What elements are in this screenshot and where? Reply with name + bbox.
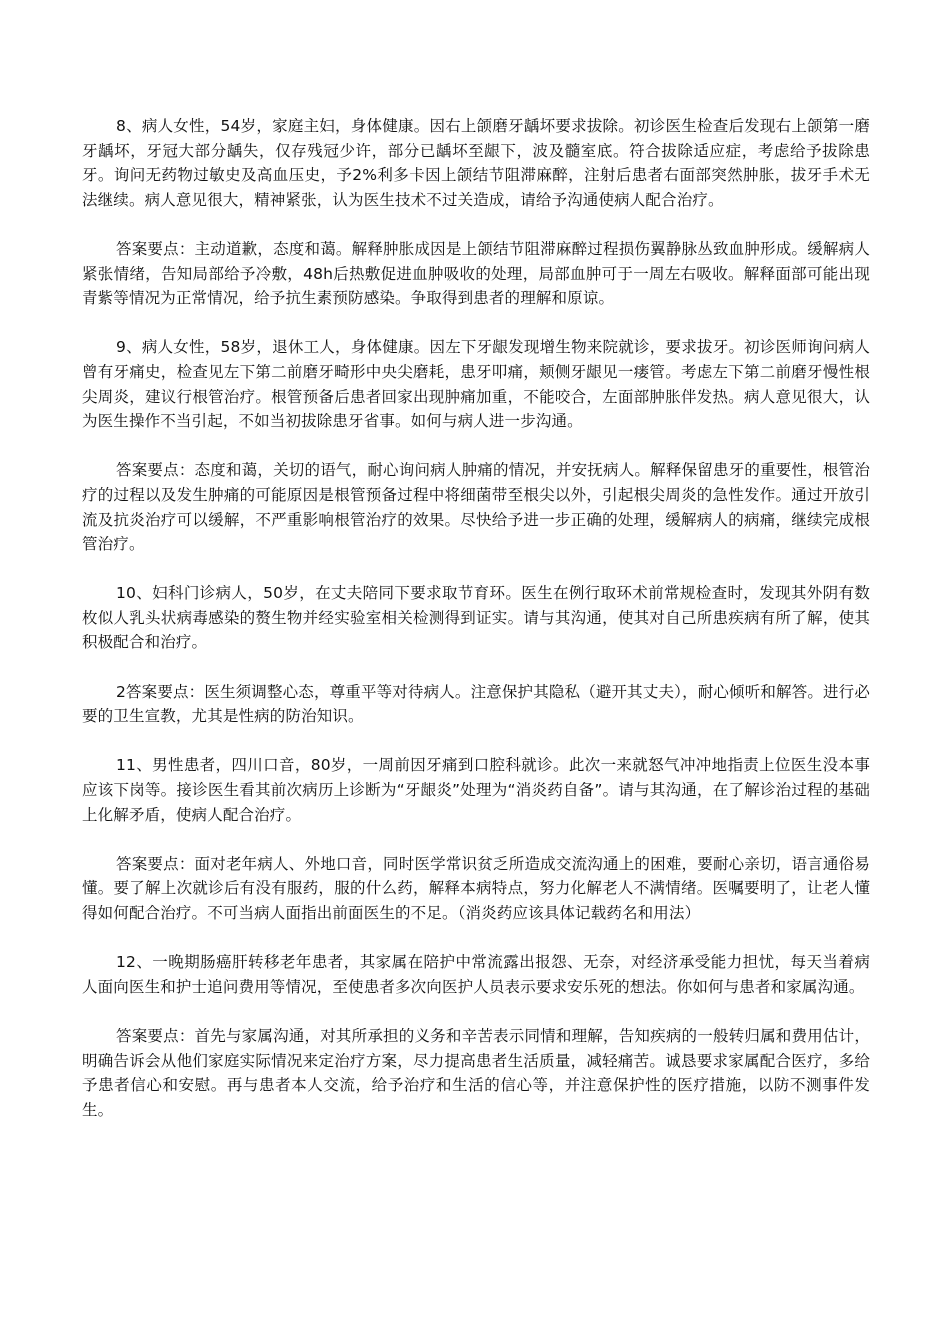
case-9-question: 9、病人女性，58岁，退休工人，身体健康。因左下牙龈发现增生物来院就诊，要求拔牙。初诊医师询问病人曾有牙痛史，检查见左下第二前磨牙畸形中央尖磨耗，患牙叩痛，颊侧牙龈见一瘘管。考虑左下第二前磨牙慢性根尖周炎，建议行根管治疗。根管预备后患者回家出现肿痛加重，不能咬合，左面部肿胀伴发热。病人意见很大，认为医生操作不当引起，不如当初拔除患牙省事。如何与病人进一步沟通。 — [82, 338, 870, 431]
paragraph-gap — [82, 434, 870, 459]
document-page — [82, 114, 870, 1122]
case-8-answer: 答案要点：主动道歉，态度和蔼。解释肿胀成因是上颌结节阻滞麻醉过程损伤翼静脉丛致血肿形成。缓解病人紧张情绪，告知局部给予冷敷，48h后热敷促进血肿吸收的处理，局部血肿可于一周左右吸收。解释面部可能出现青紫等情况为正常情况，给予抗生素预防感染。争取得到患者的理解和原谅。 — [82, 239, 870, 308]
case-10-question: 10、妇科门诊病人，50岁，在丈夫陪同下要求取节育环。医生在例行取环术前常规检查时，发现其外阴有数枚似人乳头状病毒感染的赘生物并经实验室相关检测得到证实。请与其沟通，使其对自己所患疾病有所了解，使其积极配合和治疗。 — [82, 584, 870, 652]
paragraph-gap — [82, 655, 870, 680]
case-9-answer: 答案要点：态度和蔼，关切的语气，耐心询问病人肿痛的情况，并安抚病人。解释保留患牙的重要性，根管治疗的过程以及发生肿痛的可能原因是根管预备过程中将细菌带至根尖以外，引起根尖周炎的急性发作。通过开放引流及抗炎治疗可以缓解，不严重影响根管治疗的效果。尽快给予进一步正确的处理，缓解病人的病痛，继续完成根管治疗。 — [82, 461, 870, 554]
paragraph-gap — [82, 557, 870, 582]
case-10-answer: 2答案要点：医生须调整心态，尊重平等对待病人。注意保护其隐私（避开其丈夫），耐心倾听和解答。进行必要的卫生宣教，尤其是性病的防治知识。 — [82, 682, 870, 726]
case-12-answer: 答案要点：首先与家属沟通，对其所承担的义务和辛苦表示同情和理解，告知疾病的一般转归属和费用估计，明确告诉会从他们家庭实际情况来定治疗方案，尽力提高患者生活质量，减轻痛苦。诚恳要求家属配合医疗，多给予患者信心和安慰。再与患者本人交流，给予治疗和生活的信心等，并注意保护性的医疗措施，以防不测事件发生。 — [82, 1026, 870, 1119]
paragraph-gap — [82, 999, 870, 1024]
case-8-question: 8、病人女性，54岁，家庭主妇，身体健康。因右上颌磨牙龋坏要求拔除。初诊医生检查后发现右上颌第一磨牙龋坏，牙冠大部分龋失，仅存残冠少许，部分已龋坏至龈下，波及髓室底。符合拔除适应症，考虑给予拔除患牙。询问无药物过敏史及高血压史，予2%利多卡因上颌结节阻滞麻醉，注射后患者右面部突然肿胀，拔牙手术无法继续。病人意见很大，精神紧张，认为医生技术不过关造成，请给予沟通使病人配合治疗。 — [82, 117, 870, 209]
paragraph-gap — [82, 212, 870, 237]
paragraph-gap — [82, 827, 870, 852]
case-11-question: 11、男性患者，四川口音，80岁，一周前因牙痛到口腔科就诊。此次一来就怒气冲冲地指责上位医生没本事应该下岗等。接诊医生看其前次病历上诊断为“牙龈炎”处理为“消炎药自备”。请与其沟通，在了解诊治过程的基础上化解矛盾，使病人配合治疗。 — [82, 756, 870, 824]
paragraph-gap — [82, 311, 870, 336]
case-11-answer: 答案要点：面对老年病人、外地口音，同时医学常识贫乏所造成交流沟通上的困难，要耐心亲切，语言通俗易懂。要了解上次就诊后有没有服药，服的什么药，解释本病特点，努力化解老人不满情绪。医嘱要明了，让老人懂得如何配合治疗。不可当病人面指出前面医生的不足。（消炎药应该具体记载药名和用法） — [82, 854, 870, 922]
paragraph-gap — [82, 926, 870, 951]
paragraph-gap — [82, 729, 870, 754]
case-12-question: 12、一晚期肠癌肝转移老年患者，其家属在陪护中常流露出报怨、无奈，对经济承受能力担忧，每天当着病人面向医生和护士追问费用等情况，至使患者多次向医护人员表示要求安乐死的想法。你如何与患者和家属沟通。 — [82, 953, 870, 996]
